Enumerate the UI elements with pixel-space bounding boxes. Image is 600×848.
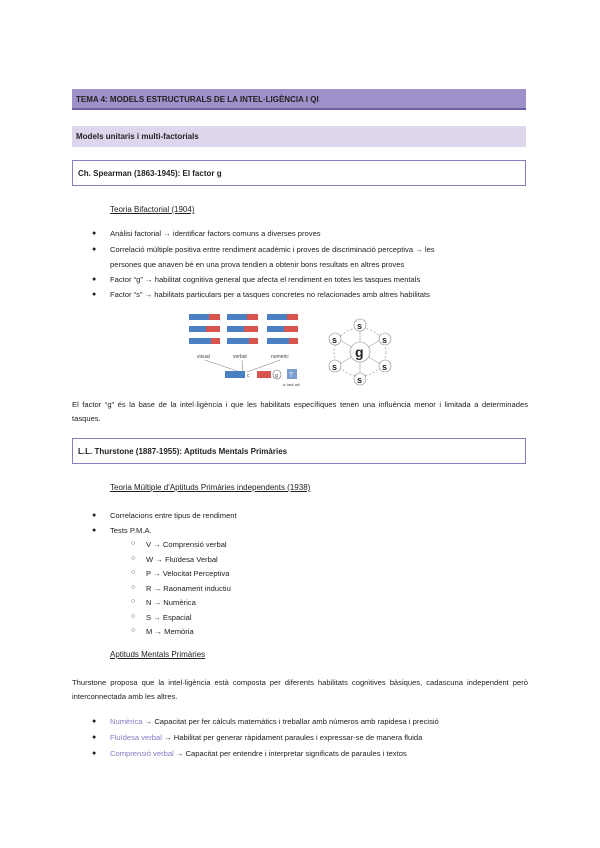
aptitud-item [110,747,407,761]
spearman-heading: Ch. Spearman (1863-1945): El factor g [78,169,222,178]
g-bar-red [257,371,271,378]
pma-test-w: W → Fluïdesa Verbal [146,555,218,564]
figure-label-question: ? [289,372,293,379]
sub-bullet-circle: ○ [131,540,136,547]
s-node-label: s [382,335,388,345]
figure-label-visual: visual [197,354,210,360]
thurstone-subhead: Teoria Múltiple d'Aptituds Primàries independents (1938) [110,483,311,492]
spearman-figure [185,310,405,392]
aptitud-desc: → Capacitat per entendre i interpretar significats de paraules i textos [173,749,407,758]
pma-test-v: V → Comprensió verbal [146,540,227,549]
g-node-label: g [355,344,364,360]
sub-bullet-circle: ○ [131,598,136,605]
spearman-bullet-3: Factor “g” → habilitat cognitiva general que afecta el rendiment en totes les tasques mentals [110,275,421,284]
pma-test-r: R → Raonament inductiu [146,584,231,593]
sub-bullet-circle: ○ [131,555,136,562]
aptitud-item [110,731,422,745]
bullet-dot: ● [92,291,97,298]
s-node-label: s [357,321,363,331]
spearman-bullet-1: Anàlisi factorial → identificar factors comuns a diverses proves [110,229,321,238]
thurstone-bullet-2: Tests P.M.A. [110,526,152,535]
figure-label-verbal: verbal [233,354,247,360]
spearman-heading-box [72,160,526,186]
sub-bullet-circle: ○ [131,569,136,576]
bullet-dot: ● [92,230,97,237]
thurstone-bullet-1: Correlacions entre tipus de rendiment [110,511,237,520]
section-title-bar [72,126,526,147]
spearman-bullet-2: Correlació múltiple positiva entre rendiment acadèmic i proves de discriminació perceptiva → les [110,245,435,254]
sub-bullet-circle: ○ [131,613,136,620]
thurstone-paragraph: Thurstone proposa que la intel·ligència està composta per diferents habilitats cognitives bàsiques, cadascuna independent però interconnectada amb les altres. [72,678,528,701]
spearman-paragraph: El factor “g” és la base de la intel·ligència i que les habilitats específiques tenen una influència menor i limitada a determinades tasques. [72,400,528,423]
document-title-bar [72,89,526,110]
bullet-dot: ● [92,512,97,519]
figure-label-task: a: task cell [283,383,300,387]
thurstone-heading: L.L. Thurstone (1887-1955): Aptituds Mentals Primàries [78,447,288,456]
test-bar-grid [189,314,298,344]
s-node-label: s [357,375,363,385]
s-node-label: s [382,362,388,372]
aptitud-desc: → Capacitat per fer càlculs matemàtics i treballar amb números amb rapidesa i precisió [142,717,439,726]
bullet-dot: ● [92,734,97,741]
pma-test-s: S → Espacial [146,613,192,622]
bullet-dot: ● [92,527,97,534]
bullet-dot: ● [92,276,97,283]
figure-connectors [205,360,280,372]
section-title: Models unitaris i multi-factorials [76,132,199,141]
spearman-bullet-4: Factor “s” → habilitats particulars per a tasques concretes no relacionades amb altres habilitats [110,290,430,299]
g-bar-blue [225,371,245,378]
figure-label-numeric: numeric [271,354,289,360]
aptitud-term: Numèrica [110,717,143,726]
sub-bullet-circle: ○ [131,627,136,634]
spearman-subhead: Teoria Bifactorial (1904) [110,205,195,214]
document-title: TEMA 4: MODELS ESTRUCTURALS DE LA INTEL·LIGÈNCIA I QI [76,95,319,104]
aptituds-subhead: Aptituds Mentals Primàries [110,650,206,659]
pma-test-m: M → Memòria [146,627,194,636]
bullet-dot: ● [92,750,97,757]
sub-bullet-circle: ○ [131,584,136,591]
pma-test-p: P → Velocitat Perceptiva [146,569,230,578]
s-node-label: s [332,362,338,372]
bullet-dot: ● [92,246,97,253]
figure-label-g-small: g [275,373,278,379]
aptitud-item [110,715,439,729]
bullet-dot: ● [92,718,97,725]
g-s-diagram [329,319,391,385]
spearman-bullet-2-cont: persones que anaven bé en una prova tendien a obtenir bons resultats en altres proves [110,260,405,269]
aptitud-desc: → Habilitat per generar ràpidament paraules i expressar-se de manera fluida [161,733,423,742]
aptitud-term: Fluïdesa verbal [110,733,162,742]
figure-label-c: c [247,373,250,379]
pma-test-n: N → Numèrica [146,598,196,607]
s-node-label: s [332,335,338,345]
aptitud-term: Comprensió verbal [110,749,174,758]
thurstone-heading-box [72,438,526,464]
